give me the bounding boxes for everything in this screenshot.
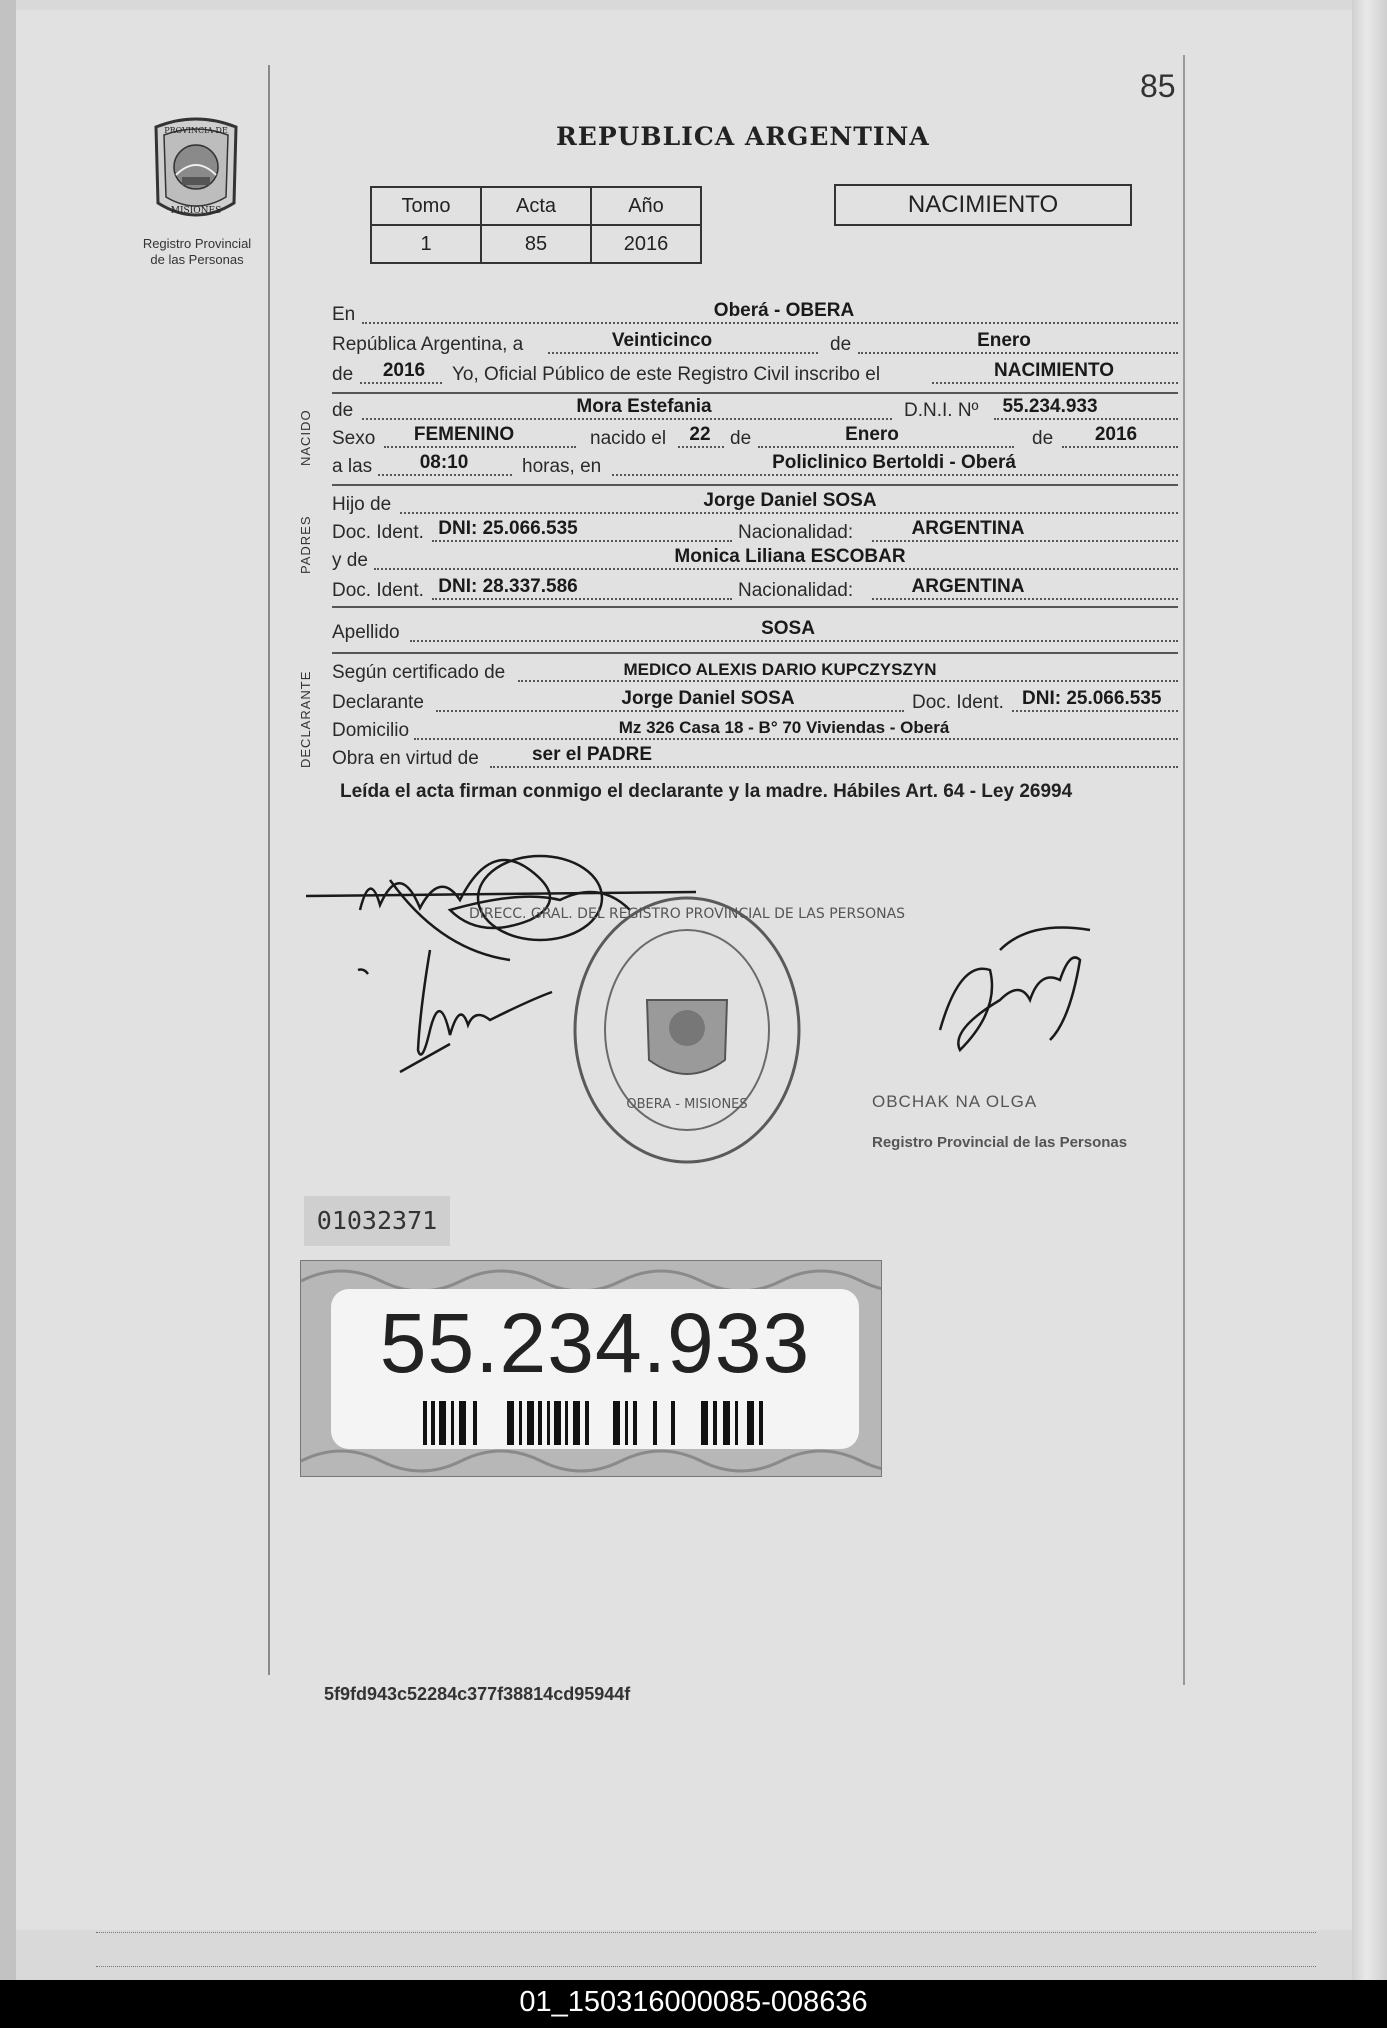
domicilio-label: Domicilio	[332, 720, 410, 741]
month-value: Enero	[977, 330, 1031, 351]
republica-label: República Argentina, a	[332, 334, 524, 355]
dotted-line	[872, 598, 1178, 600]
dni-large-number: 55.234.933	[379, 1296, 811, 1390]
apellido-value: SOSA	[761, 618, 815, 639]
child-name-value: Mora Estefania	[576, 396, 712, 417]
anio-header: Año	[591, 187, 701, 225]
dni-label: D.N.I. Nº	[904, 400, 979, 421]
record-type-box: NACIMIENTO	[834, 184, 1132, 226]
dotted-line	[410, 640, 1178, 642]
tomo-value: 1	[371, 225, 481, 263]
file-identifier: 01_150316000085-008636	[519, 1986, 868, 2018]
dotted-line	[374, 568, 1178, 570]
stamp-ring-text: DIRECC. GRAL. DEL REGISTRO PROVINCIAL DE LAS PERSONAS	[468, 906, 906, 922]
separator	[332, 392, 1178, 394]
row-declarante	[332, 688, 1178, 716]
obra-value: ser el PADRE	[531, 744, 653, 765]
row-nacido-name	[332, 396, 1178, 424]
dotted-line	[612, 474, 1178, 476]
birth-month-value: Enero	[845, 424, 899, 445]
left-margin-line	[268, 65, 270, 1675]
row-y-de	[332, 546, 1178, 574]
page-number: 85	[1140, 68, 1176, 104]
declarante-value: Jorge Daniel SOSA	[621, 688, 795, 709]
record-table	[370, 186, 702, 264]
page-edge-right	[1352, 0, 1387, 1980]
tomo-header: Tomo	[371, 187, 481, 225]
next-sheet-line	[96, 1932, 1316, 1933]
record-table-values	[371, 225, 701, 263]
dotted-line	[932, 382, 1178, 384]
signature-mother	[358, 950, 552, 1072]
nacionalidad-label: Nacionalidad:	[738, 580, 854, 601]
de-label-2: de	[730, 428, 752, 449]
official-text: Yo, Oficial Público de este Registro Civil inscribo el	[452, 364, 881, 385]
barcode-icon	[423, 1401, 773, 1445]
dotted-line	[432, 598, 732, 600]
closing-statement: Leída el acta firman conmigo el declarante y la madre. Hábiles Art. 64 - Ley 26994	[340, 781, 1073, 802]
next-sheet-line	[96, 1966, 1316, 1967]
declarante-doc-value: DNI: 25.066.535	[1022, 688, 1162, 709]
anio-value: 2016	[591, 225, 701, 263]
dotted-line	[758, 446, 1014, 448]
en-label: En	[332, 304, 356, 325]
year-value: 2016	[382, 360, 426, 381]
row-republica	[332, 330, 1178, 358]
declarante-section-label: DECLARANTE	[298, 670, 313, 768]
logo-caption	[122, 236, 272, 268]
dotted-line	[360, 382, 442, 384]
row-certificado	[332, 658, 1178, 686]
dotted-line	[384, 446, 576, 448]
official-stamp	[469, 898, 905, 1162]
a-las-label: a las	[332, 456, 373, 477]
provincial-seal-logo	[146, 115, 246, 230]
logo-bottom-text: MISIONES	[170, 206, 222, 216]
horas-en-label: horas, en	[522, 456, 602, 477]
barcode-panel	[331, 1289, 859, 1449]
dotted-line	[436, 710, 904, 712]
dotted-line	[872, 540, 1178, 542]
row-year-official	[332, 360, 1178, 388]
domicilio-value: Mz 326 Casa 18 - B° 70 Viviendas - Oberá	[618, 718, 950, 737]
page-edge-left	[0, 0, 16, 1980]
dotted-line	[362, 418, 892, 420]
sexo-label: Sexo	[332, 428, 376, 449]
acta-value: 85	[481, 225, 591, 263]
place-value: Oberá - OBERA	[713, 300, 855, 321]
row-obra	[332, 744, 1178, 772]
right-margin-line	[1183, 55, 1185, 1685]
dotted-line	[362, 322, 1178, 324]
dotted-line	[432, 540, 732, 542]
declarante-label: Declarante	[332, 692, 424, 713]
official-name: OBCHAK NA OLGA	[872, 1092, 1038, 1111]
row-en	[332, 300, 1178, 328]
day-words-value: Veinticinco	[611, 330, 713, 351]
father-nationality-value: ARGENTINA	[911, 518, 1025, 539]
logo-caption-line2: de las Personas	[150, 252, 244, 267]
padres-section-label: PADRES	[298, 515, 313, 574]
official-role: Registro Provincial de las Personas	[872, 1134, 1128, 1151]
dotted-line	[518, 680, 1178, 682]
nacido-section-label: NACIDO	[298, 409, 313, 466]
dni-barcode-label	[300, 1260, 882, 1477]
de-label: de	[830, 334, 852, 355]
birth-year-value: 2016	[1094, 424, 1138, 445]
doc-ident-label: Doc. Ident.	[332, 522, 424, 543]
row-sexo	[332, 424, 1178, 452]
dotted-line	[548, 352, 818, 354]
nacionalidad-label: Nacionalidad:	[738, 522, 854, 543]
logo-caption-line1: Registro Provincial	[142, 236, 252, 251]
stamp-inner-text: OBERA - MISIONES	[626, 1097, 748, 1112]
doc-ident-label: Doc. Ident.	[912, 692, 1004, 713]
de-year-label: de	[332, 364, 354, 385]
certificado-label: Según certificado de	[332, 662, 506, 683]
dotted-line	[414, 738, 1178, 740]
de-label-3: de	[1032, 428, 1054, 449]
signature-official	[940, 928, 1090, 1051]
row-hijo-de	[332, 490, 1178, 518]
mother-doc-value: DNI: 28.337.586	[438, 576, 578, 597]
birth-place-value: Policlinico Bertoldi - Oberá	[772, 452, 1016, 473]
row-mother-doc	[332, 576, 1178, 604]
separator	[332, 484, 1178, 486]
serial-number: 01032371	[304, 1196, 450, 1246]
obra-label: Obra en virtud de	[332, 748, 479, 769]
inscription-type-value: NACIMIENTO	[994, 360, 1114, 381]
logo-arc-text: PROVINCIA DE	[164, 126, 228, 135]
acta-header: Acta	[481, 187, 591, 225]
separator	[332, 606, 1178, 608]
doc-ident-label: Doc. Ident.	[332, 580, 424, 601]
row-hora-lugar	[332, 452, 1178, 480]
dotted-line	[378, 474, 512, 476]
row-domicilio	[332, 716, 1178, 744]
dotted-line	[400, 512, 1178, 514]
row-apellido	[332, 618, 1178, 646]
dotted-line	[1062, 446, 1178, 448]
y-de-label: y de	[332, 550, 368, 571]
separator	[332, 652, 1178, 654]
apellido-label: Apellido	[332, 622, 400, 643]
sexo-value: FEMENINO	[413, 424, 515, 445]
hijo-de-label: Hijo de	[332, 494, 392, 515]
dotted-line	[490, 766, 1178, 768]
dotted-line	[994, 418, 1178, 420]
document-hash: 5f9fd943c52284c377f38814cd95944f	[324, 1684, 631, 1704]
row-father-doc	[332, 518, 1178, 546]
father-name-value: Jorge Daniel SOSA	[703, 490, 877, 511]
mother-nationality-value: ARGENTINA	[911, 576, 1025, 597]
father-doc-value: DNI: 25.066.535	[438, 518, 578, 539]
nacido-el-label: nacido el	[590, 428, 667, 449]
mother-name-value: Monica Liliana ESCOBAR	[674, 546, 906, 567]
birth-day-value: 22	[689, 424, 711, 445]
dotted-line	[858, 352, 1178, 354]
dotted-line	[678, 446, 724, 448]
de-label: de	[332, 400, 354, 421]
record-table-header	[371, 187, 701, 225]
dotted-line	[1012, 710, 1178, 712]
document-title: REPUBLICA ARGENTINA	[556, 122, 930, 151]
child-dni-value: 55.234.933	[1002, 396, 1098, 417]
certificado-value: MEDICO ALEXIS DARIO KUPCZYSZYN	[623, 660, 937, 679]
birth-time-value: 08:10	[419, 452, 469, 473]
